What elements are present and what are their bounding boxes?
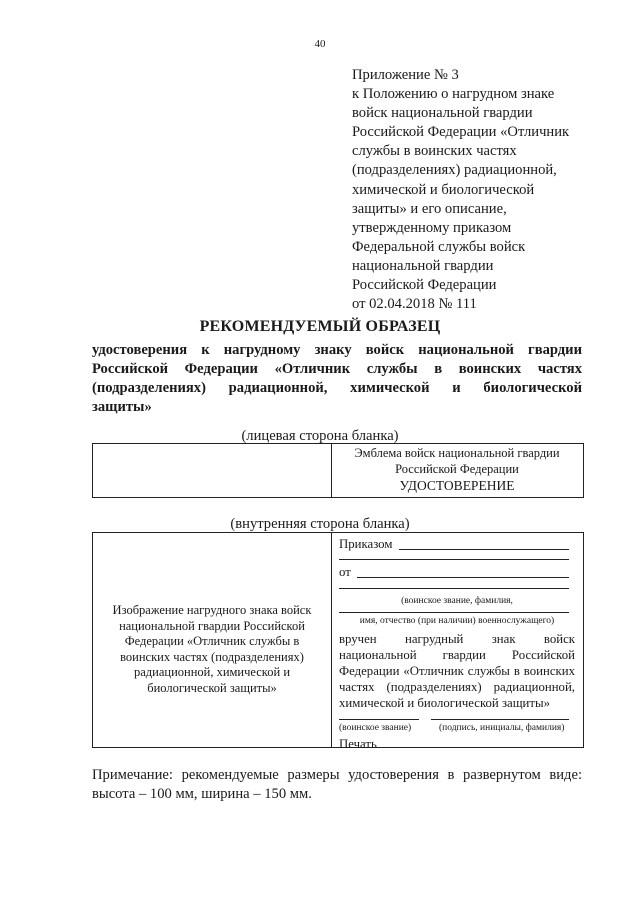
from-row <box>339 565 575 583</box>
blank-line <box>339 559 569 560</box>
page-number: 40 <box>314 38 326 50</box>
rank-hint: (воинское звание) <box>339 723 412 733</box>
image-text-line: Федерации «Отличник службы в <box>124 634 300 649</box>
subheading-line: удостоверения к нагрудному знаку войск национальной гвардии <box>92 342 582 358</box>
blank-row <box>339 555 575 565</box>
emblem-label: Эмблема войск национальной гвардии <box>354 446 560 460</box>
awarded-line: национальной гвардии Российской <box>339 648 575 662</box>
appendix-line: Приложение № 3 <box>352 67 459 83</box>
image-text-line: национальной гвардии Российской <box>119 618 305 633</box>
awarded-line: вручен нагрудный знак войск <box>339 632 575 646</box>
note-block <box>92 766 582 804</box>
awarded-line: химической и биологической защиты» <box>339 696 550 710</box>
appendix-line: от 02.04.2018 № 111 <box>352 296 477 313</box>
certificate-title: УДОСТОВЕРЕНИЕ <box>399 478 515 493</box>
appendix-line: Российской Федерации <box>352 277 497 294</box>
front-right-panel <box>332 446 582 494</box>
note-line: высота – 100 мм, ширина – 150 мм. <box>92 786 312 802</box>
image-text-line: радиационной, химической и <box>133 665 291 680</box>
inner-side-caption: (внутренняя сторона бланка) <box>230 516 410 532</box>
from-label: от <box>339 565 351 579</box>
image-text-line: биологической защиты» <box>147 680 277 695</box>
signature-line <box>431 719 569 720</box>
inner-divider <box>331 533 332 747</box>
appendix-line: (подразделениях) радиационной, <box>352 162 557 179</box>
subheading-line: защиты» <box>92 399 152 415</box>
subheading-line: (подразделениях) радиационной, химической и биологической <box>92 380 582 396</box>
appendix-line: службы в воинских частях <box>352 143 517 160</box>
appendix-line: химической и биологической <box>352 181 535 198</box>
patronymic-hint: имя, отчество (при наличии) военнослужащего) <box>359 616 555 626</box>
image-text-line: Изображение нагрудного знака войск <box>112 603 312 617</box>
blank-row <box>339 583 575 593</box>
signature-hints-row <box>339 723 575 737</box>
inner-side-form <box>92 532 584 751</box>
front-side-form <box>92 443 584 498</box>
appendix-line: Федеральной службы войск <box>352 238 526 255</box>
order-line <box>399 549 569 550</box>
federation-label: Российской Федерации <box>395 461 519 476</box>
appendix-block <box>352 66 612 314</box>
awarded-line: частях (подразделениях) радиационной, <box>339 680 575 694</box>
blank-line <box>339 588 569 589</box>
rank-line <box>339 719 419 720</box>
document-heading: РЕКОМЕНДУЕМЫЙ ОБРАЗЕЦ <box>199 318 441 335</box>
blank-line <box>339 612 569 613</box>
signature-hint: (подпись, инициалы, фамилия) <box>439 723 565 733</box>
awarded-line: Федерации «Отличник службы в воинских <box>339 664 575 678</box>
image-text-line: воинских частях (подразделениях) <box>120 649 304 664</box>
order-label: Приказом <box>339 537 393 551</box>
inner-right-panel <box>339 537 575 753</box>
order-row <box>339 537 575 555</box>
appendix-line: защиты» и его описание, <box>352 200 507 217</box>
appendix-line: войск национальной гвардии <box>352 105 533 122</box>
badge-image-placeholder <box>93 603 331 697</box>
appendix-line: к Положению о нагрудном знаке <box>352 86 555 103</box>
document-subheading <box>92 341 582 417</box>
appendix-line: утвержденному приказом <box>352 219 512 236</box>
appendix-line: национальной гвардии <box>352 257 494 274</box>
note-line: Примечание: рекомендуемые размеры удостоверения в развернутом виде: <box>92 767 582 783</box>
subheading-line: Российской Федерации «Отличник службы в воинских частях <box>92 361 582 377</box>
signature-lines-row <box>339 711 575 723</box>
appendix-line: Российской Федерации «Отличник <box>352 124 570 141</box>
from-line <box>357 577 569 578</box>
rank-name-hint: (воинское звание, фамилия, <box>401 596 513 606</box>
stamp-label: Печать <box>339 737 377 751</box>
front-side-caption: (лицевая сторона бланка) <box>241 428 399 444</box>
